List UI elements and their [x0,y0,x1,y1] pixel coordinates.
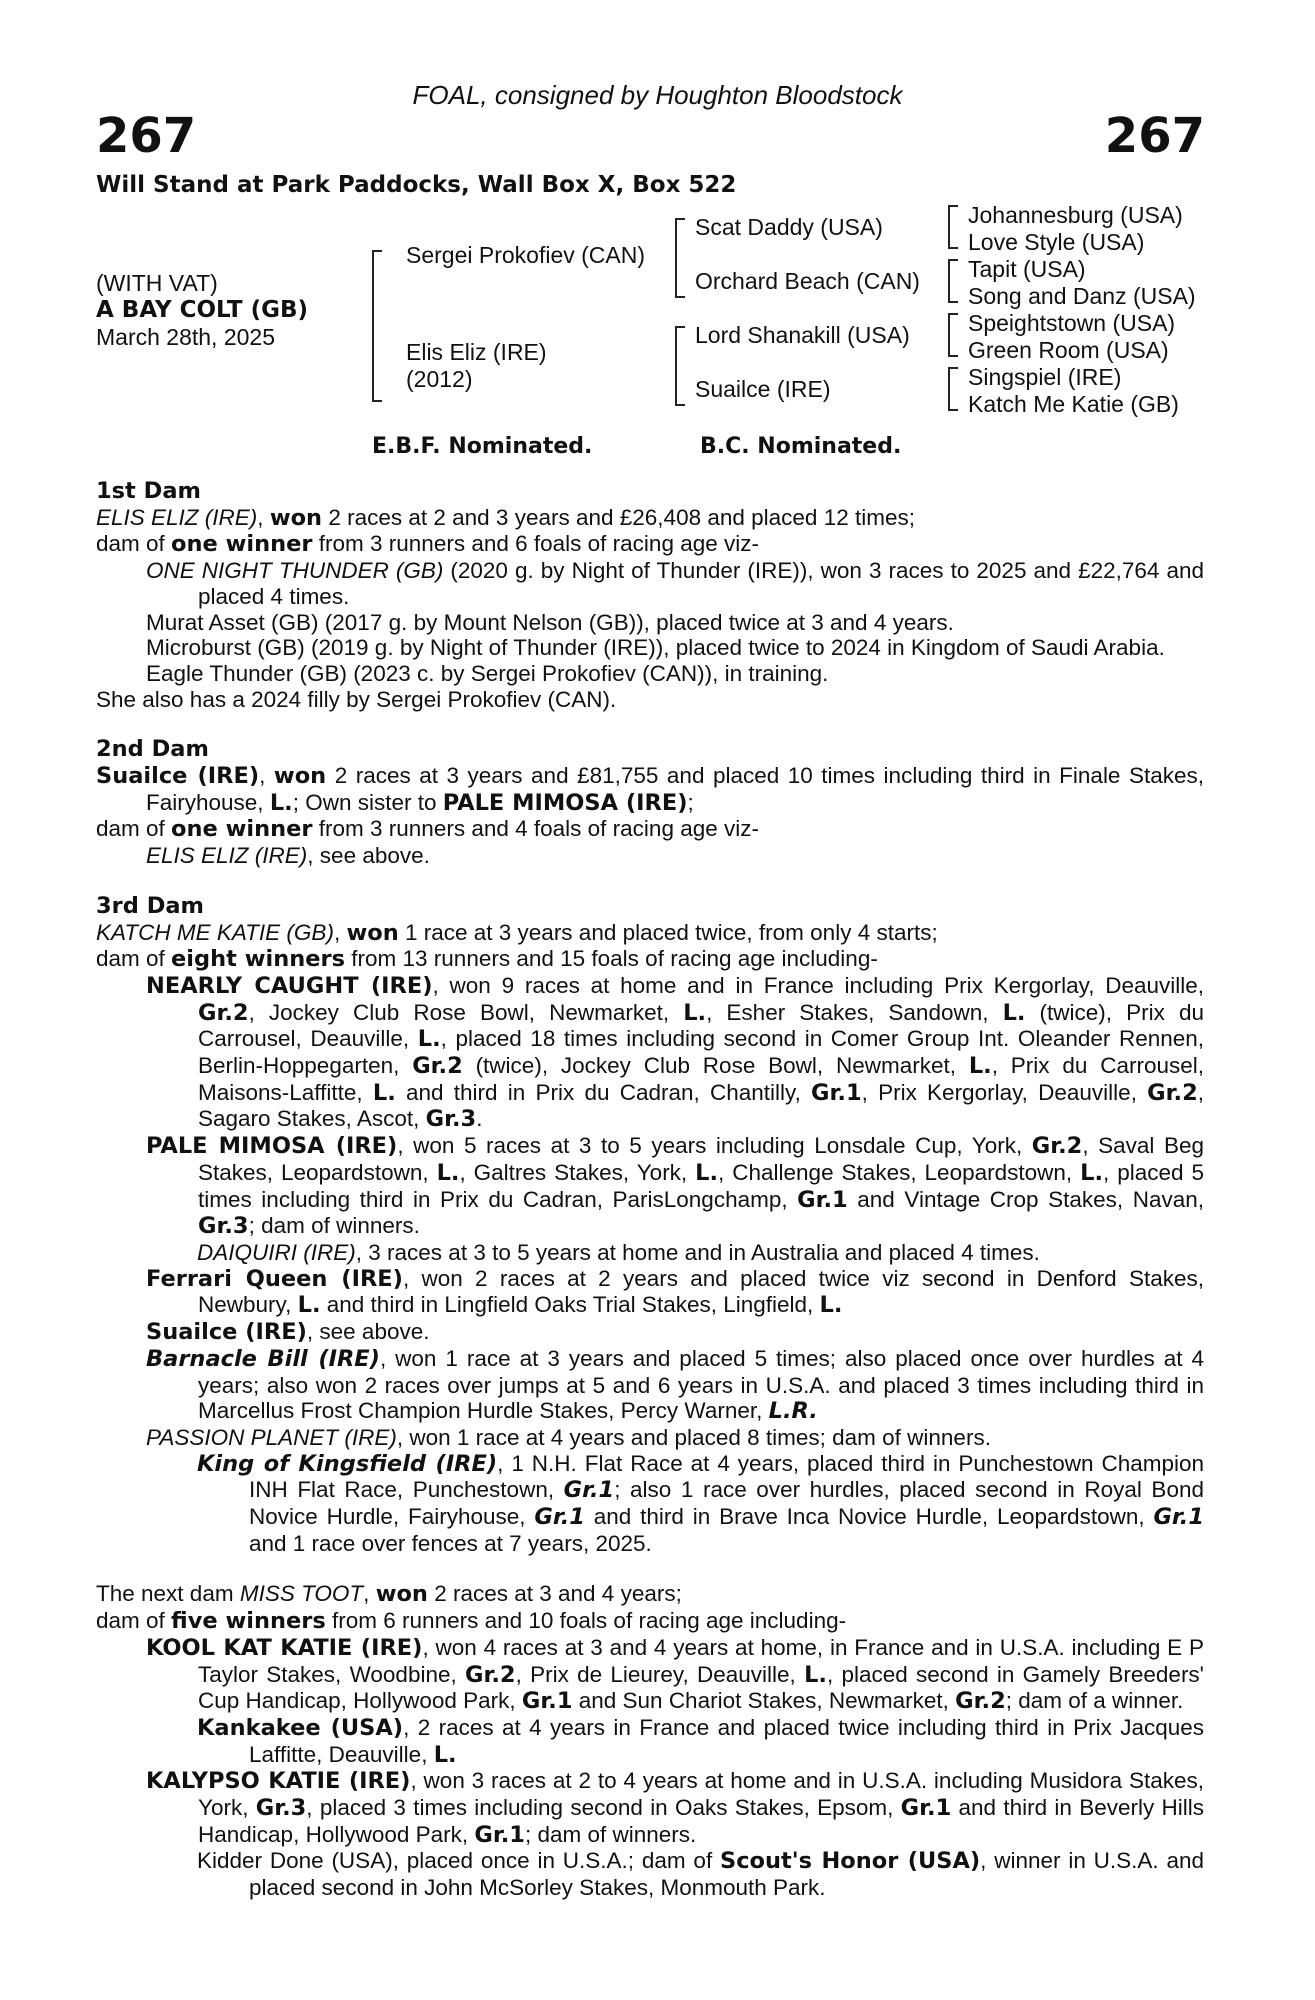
next-dam-record: The next dam MISS TOOT, won 2 races at 3 and 4 years; [96,1581,682,1608]
catalogue-subtitle: FOAL, consigned by Houghton Bloodstock [412,80,903,110]
pedigree-brace-g1 [948,205,961,249]
produce-entry: PALE MIMOSA (IRE), won 5 races at 3 to 5 years including Lonsdale Cup, York, Gr.2, Saval Beg Stakes, Leopardstown, L., Galtres Stakes, York, L., Challenge Stakes, Leopardstown, L., placed 5 times including third in Prix du Cadran, ParisLongchamp, Gr.1 and Vintage Crop Stakes, Navan, Gr.3; dam of winners. [146,1133,1205,1240]
produce-entry: Eagle Thunder (GB) (2023 c. by Sergei Prokofiev (CAN)), in training. [146,660,829,686]
pedigree-g5: Speightstown (USA) [968,310,1176,336]
horse-name: A BAY COLT (GB) [96,297,309,323]
first-dam-heading: 1st Dam [96,478,201,504]
pedigree-dam-dam: Suailce (IRE) [695,376,831,402]
pedigree-brace-main [372,250,385,402]
produce-entry: Murat Asset (GB) (2017 g. by Mount Nelson (GB)), placed twice at 3 and 4 years. [146,609,954,635]
vat-note: (WITH VAT) [96,270,218,296]
second-dam-heading: 2nd Dam [96,736,209,763]
pedigree-g4: Song and Danz (USA) [968,283,1196,309]
bc-nomination: B.C. Nominated. [700,434,902,459]
pedigree-brace-g3 [948,313,961,357]
first-dam-produce-summary: dam of one winner from 3 runners and 6 foals of racing age viz- [96,531,759,558]
pedigree-dam-year: (2012) [406,366,473,392]
pedigree-g2: Love Style (USA) [968,229,1145,255]
produce-entry: Microburst (GB) (2019 g. by Night of Thunder (IRE)), placed twice to 2024 in Kingdom of Saudi Arabia. [146,635,1165,661]
pedigree-brace-sire [675,218,688,298]
produce-entry: PASSION PLANET (IRE), won 1 race at 4 years and placed 8 times; dam of winners. [146,1424,991,1450]
pedigree-g7: Singspiel (IRE) [968,364,1122,390]
pedigree-brace-dam [675,326,688,406]
pedigree-dam: Elis Eliz (IRE) [406,339,547,365]
pedigree-brace-g2 [948,259,961,303]
produce-entry: KALYPSO KATIE (IRE), won 3 races at 2 to 4 years at home and in U.S.A. including Musidora Stakes, York, Gr.3, placed 3 times including second in Oaks Stakes, Epsom, Gr.1 and third in Beverly Hills Handicap, Hollywood Park, Gr.1; dam of winners. [146,1768,1204,1848]
pedigree-brace-g4 [948,367,961,411]
pedigree-g8: Katch Me Katie (GB) [968,391,1179,417]
produce-entry: Kidder Done (USA), placed once in U.S.A.; dam of Scout's Honor (USA), winner in U.S.A. and placed second in John McSorley Stakes, Monmouth Park. [197,1848,1205,1901]
lot-number-right: 267 [1104,108,1205,164]
pedigree-sire-sire: Scat Daddy (USA) [695,214,883,240]
pedigree-g6: Green Room (USA) [968,337,1169,363]
produce-entry: Ferrari Queen (IRE), won 2 races at 2 years and placed twice viz second in Denford Stakes, Newbury, L. and third in Lingfield Oaks Trial Stakes, Lingfield, L. [146,1265,1204,1319]
third-dam-produce-summary: dam of eight winners from 13 runners and 15 foals of racing age including- [96,946,878,973]
produce-entry: Barnacle Bill (IRE), won 1 race at 3 years and placed 5 times; also placed once over hurdles at 4 years; also won 2 races over jumps at 5 and 6 years in U.S.A. and placed 3 times including third in Marcellus Frost Champion Hurdle Stakes, Percy Warner, L.R. [146,1345,1204,1425]
stand-location: Will Stand at Park Paddocks, Wall Box X, Box 522 [96,172,737,198]
next-dam-produce-summary: dam of five winners from 6 runners and 10 foals of racing age including- [96,1608,847,1635]
produce-entry: DAIQUIRI (IRE), 3 races at 3 to 5 years at home and in Australia and placed 4 times. [197,1239,1040,1265]
produce-record [96,479,1204,1901]
produce-entry: ELIS ELIZ (IRE), see above. [146,843,430,869]
pedigree-sire: Sergei Prokofiev (CAN) [406,242,646,268]
produce-entry: KOOL KAT KATIE (IRE), won 4 races at 3 and 4 years at home, in France and in U.S.A. including E P Taylor Stakes, Woodbine, Gr.2, Prix de Lieurey, Deauville, L., placed second in Gamely Breeders' Cup Handicap, Hollywood Park, Gr.1 and Sun Chariot Stakes, Newmarket, Gr.2; dam of a winner. [146,1634,1204,1715]
first-dam-record: ELIS ELIZ (IRE), won 2 races at 2 and 3 years and £26,408 and placed 12 times; [96,504,915,531]
first-dam-also: She also has a 2024 filly by Sergei Prokofiev (CAN). [96,686,617,712]
second-dam-record: Suailce (IRE), won 2 races at 3 years and £81,755 and placed 10 times including third in Finale Stakes, Fairyhouse, L.; Own sister to PALE MIMOSA (IRE); [96,763,1204,816]
lot-number-left: 267 [96,108,197,164]
pedigree-g1: Johannesburg (USA) [968,202,1183,228]
third-dam-record: KATCH ME KATIE (GB), won 1 race at 3 years and placed twice, from only 4 starts; [96,919,938,946]
produce-entry: Kankakee (USA), 2 races at 4 years in France and placed twice including third in Prix Jacques Laffitte, Deauville, L. [197,1714,1204,1768]
third-dam-heading: 3rd Dam [96,892,204,919]
pedigree-dam-sire: Lord Shanakill (USA) [695,322,910,348]
pedigree-sire-dam: Orchard Beach (CAN) [695,268,920,294]
produce-entry: King of Kingsfield (IRE), 1 N.H. Flat Race at 4 years, placed third in Punchestown Champion INH Flat Race, Punchestown, Gr.1; also 1 race over hurdles, placed second in Royal Bond Novice Hurdle, Fairyhouse, Gr.1 and third in Brave Inca Novice Hurdle, Leopardstown, Gr.1 and 1 race over fences at 7 years, 2025. [197,1450,1204,1556]
foaling-date: March 28th, 2025 [96,324,276,350]
second-dam-produce-summary: dam of one winner from 3 runners and 4 foals of racing age viz- [96,816,759,843]
produce-entry: NEARLY CAUGHT (IRE), won 9 races at home and in France including Prix Kergorlay, Deauville, Gr.2, Jockey Club Rose Bowl, Newmarket, L., Esher Stakes, Sandown, L. (twice), Prix du Carrousel, Deauville, L., placed 18 times including second in Comer Group Int. Oleander Rennen, Berlin-Hoppegarten, Gr.2 (twice), Jockey Club Rose Bowl, Newmarket, L., Prix du Carrousel, Maisons-Laffitte, L. and third in Prix du Cadran, Chantilly, Gr.1, Prix Kergorlay, Deauville, Gr.2, Sagaro Stakes, Ascot, Gr.3. [146,972,1205,1133]
produce-entry: Suailce (IRE), see above. [146,1319,430,1346]
pedigree-g3: Tapit (USA) [968,256,1086,282]
ebf-nomination: E.B.F. Nominated. [372,434,593,459]
produce-entry: ONE NIGHT THUNDER (GB) (2020 g. by Night of Thunder (IRE)), won 3 races to 2025 and £22,764 and placed 4 times. [146,558,1204,609]
